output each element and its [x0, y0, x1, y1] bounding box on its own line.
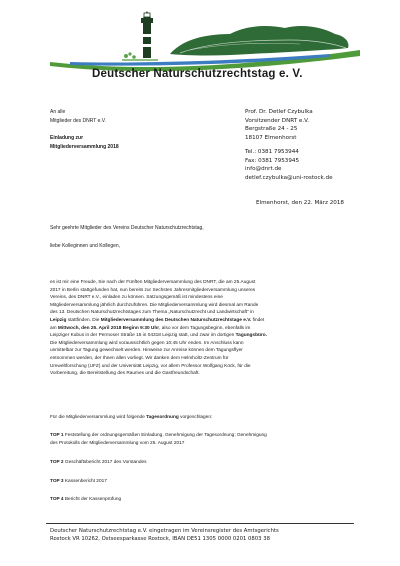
recipient-line: An alle [50, 109, 66, 115]
agenda-item: TOP 1 Feststellung der ordnungsgemäßen Einladung, Genehmigung der Tagesordnung; Genehmigung des Protokolls der Mitgliederversammlung vom 25. August 2017 [50, 433, 267, 446]
sender-street: Bergstraße 24 - 25 [245, 126, 298, 132]
lighthouse-tower [143, 22, 151, 58]
agenda-item: TOP 3 Kassenbericht 2017 [50, 479, 107, 484]
text-line: Umweltforschung (UFZ) und der Universität Leipzig, vor allem Professor Wolfgang Köck, für die [50, 363, 251, 369]
text-line: entnommen werden, der Ihnen allen vorliegt. Wir danken dem Helmholtz-Zentrum für [50, 355, 229, 361]
text-line: Leipzig stattfinden. Die Mitgliederversammlung des Deutschen Naturschutzrechtstage e.V. findet [50, 317, 265, 323]
salutation: liebe Kolleginnen und Kollegen, [50, 243, 121, 249]
date-line: Elmenhorst, den 22. März 2018 [256, 200, 344, 206]
sender-name: Prof. Dr. Detlef Czybulka [245, 109, 313, 115]
dnrt-logo [30, 4, 375, 72]
salutation: Sehr geehrte Mitglieder des Vereins Deutscher Naturschutzrechtstag, [50, 225, 204, 231]
text-line: 2017 in Berlin stattgefunden hat, nun bereits zur Sechsten Jahresmitgliederversammlung unseres [50, 287, 256, 293]
agenda-item: TOP 2 Geschäftsbericht 2017 des Vorstandes [50, 460, 147, 465]
logo-blue-water [70, 54, 330, 66]
recipient-block [50, 108, 170, 151]
footer [50, 527, 279, 543]
agenda-item: TOP 4 Bericht der Kassenprüfung [50, 497, 122, 502]
sender-block [245, 108, 375, 182]
footer-divider [46, 523, 354, 524]
agenda-intro: Für die Mitgliederversammlung wird folgende Tagesordnung vorgeschlagen: [50, 415, 213, 420]
sender-email: info@dnrt.de [245, 166, 282, 172]
sender-fax: Fax: 0381 7953945 [245, 157, 300, 164]
body-paragraph [50, 279, 354, 378]
sender-tel: Tel.: 0381 7953944 [245, 149, 299, 155]
subject-line: Einladung zur [50, 135, 84, 142]
org-title: Deutscher Naturschutzrechtstag e. V. [92, 68, 303, 80]
text-line: Die Mitgliederversammlung wird voraussichtlich gegen 10:45 Uhr enden. Im Anschluss kann [50, 340, 244, 346]
text-line: unmittelbar zur Tagung gewechselt werden. Hinweise zur Anreise können dem Tagungsflyer [50, 348, 243, 354]
text-line: Vereins, des DNRT e.V., einladen zu können. Satzungsgemäß ist mindestens eine [50, 295, 223, 301]
recipient-line: Mitglieder des DNRT e.V. [50, 117, 107, 124]
sender-role: Vorsitzender DNRT e.V. [245, 117, 310, 124]
footer-line: Rostock VR 10262, Ostseesparkasse Rostock, IBAN DE51 1305 0000 0201 0803 38 [50, 536, 270, 543]
text-line: es ist mir eine Freude, Sie nach der Fünften Mitgliederversammlung des DNRT, die am 25.August [50, 280, 256, 285]
text-line: des 13. Deutschen Naturschutzrechtstages zum Thema „Naturschutzrecht und Landwirtschaft“ in [50, 310, 254, 316]
sender-email: detlef.czybulka@uni-rostock.de [245, 174, 333, 181]
text-line: Mitgliederversammlung jährlich durchzuführen. Die Mitgliederversammlung wird diesmal am Rande [50, 302, 259, 308]
sender-city: 18107 Elmenhorst [245, 134, 297, 141]
text-line: Leipziger Kubus in der Permoser Straße 15 in 04318 Leipzig statt, und zwar im dortigen Tagungsbüro. [50, 333, 267, 339]
footer-line: Deutscher Naturschutzrechtstag e.V. eingetragen im Vereinsregister des Amtsgerichts [50, 528, 279, 534]
text-line: am Mittwoch, den 25. April 2018 Beginn 9:30 Uhr, also vor dem Tagungsbeginn, ebenfalls im [50, 325, 251, 331]
text-line: Vorbereitung, die Bereitstellung des Raumes und die Gastfreundschaft. [50, 371, 200, 377]
subject-line: Mitgliederversammlung 2018 [50, 143, 119, 150]
